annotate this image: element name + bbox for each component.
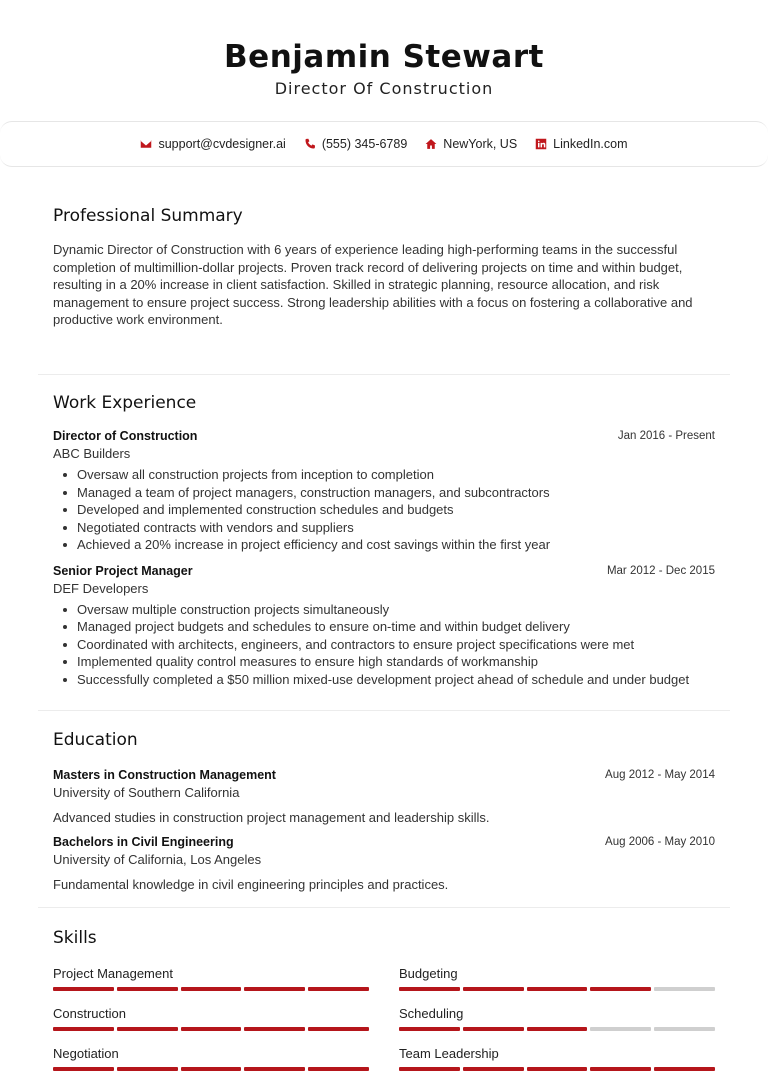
- job-bullet: Coordinated with architects, engineers, and contractors to ensure project specifications were met: [53, 636, 715, 654]
- skill-segment-filled: [308, 1067, 369, 1071]
- skills-title: Skills: [53, 928, 97, 948]
- summary-title: Professional Summary: [53, 206, 243, 226]
- skill-item: [399, 1045, 715, 1071]
- education-description: Advanced studies in construction project management and leadership skills.: [53, 810, 490, 825]
- education-section: [53, 729, 715, 893]
- skill-level-bar: [53, 1067, 369, 1071]
- contact-location-text: NewYork, US: [443, 137, 518, 151]
- education-degree: Bachelors in Civil Engineering: [53, 835, 234, 849]
- skill-segment-filled: [590, 1067, 651, 1071]
- skill-segment-filled: [399, 987, 460, 991]
- skill-level-bar: [399, 1027, 715, 1031]
- skill-segment-filled: [244, 987, 305, 991]
- skill-segment-filled: [399, 1067, 460, 1071]
- skills-section: [53, 927, 715, 1061]
- contact-bar: [0, 121, 768, 167]
- job-dates: Mar 2012 - Dec 2015: [606, 564, 715, 577]
- job-bullet: Managed project budgets and schedules to ensure on-time and within budget delivery: [53, 618, 715, 636]
- skill-level-bar: [399, 987, 715, 991]
- skill-segment-filled: [181, 1027, 242, 1031]
- education-entry: [53, 767, 715, 826]
- education-school: University of California, Los Angeles: [53, 852, 262, 867]
- envelope-icon: [140, 138, 152, 150]
- skill-segment-filled: [463, 1067, 524, 1071]
- summary-section: [53, 205, 715, 329]
- skill-segment-filled: [527, 1067, 588, 1071]
- skill-segment-filled: [53, 1027, 114, 1031]
- skill-segment-empty: [654, 987, 715, 991]
- job-bullet: Developed and implemented construction schedules and budgets: [53, 501, 715, 519]
- education-degree: Masters in Construction Management: [53, 768, 276, 782]
- experience-title: Work Experience: [53, 393, 197, 413]
- skill-segment-filled: [181, 987, 242, 991]
- skill-level-bar: [53, 987, 369, 991]
- skill-level-bar: [399, 1067, 715, 1071]
- education-school: University of Southern California: [53, 785, 240, 800]
- skill-item: [399, 965, 715, 991]
- skill-segment-filled: [53, 987, 114, 991]
- home-icon: [425, 138, 437, 150]
- skill-item: [53, 1005, 369, 1031]
- summary-text: Dynamic Director of Construction with 6 years of experience leading high-performing teams in the successful completion of multimillion-dollar projects. Proven track record of delivering projects on time and within budget, resulting in a 20% increase in client satisfaction. Skilled in strategic planning, resource allocation, and risk management to ensure project success. Strong leadership abilities with a focus on fostering a collaborative and productive work environment.: [53, 242, 693, 327]
- skill-level-bar: [53, 1027, 369, 1031]
- skill-item: [399, 1005, 715, 1031]
- contact-email[interactable]: [140, 137, 285, 151]
- skill-name: Scheduling: [399, 1006, 464, 1021]
- education-title: Education: [53, 730, 138, 750]
- job-bullet: Oversaw multiple construction projects simultaneously: [53, 601, 715, 619]
- skill-segment-filled: [463, 1027, 524, 1031]
- section-divider: [38, 374, 730, 375]
- skill-segment-filled: [117, 987, 178, 991]
- experience-section: [53, 392, 715, 688]
- contact-email-text[interactable]: support@cvdesigner.ai: [158, 137, 286, 151]
- job-bullet: Implemented quality control measures to ensure high standards of workmanship: [53, 653, 715, 671]
- job-bullet: Managed a team of project managers, construction managers, and subcontractors: [53, 484, 715, 502]
- phone-icon: [304, 138, 316, 150]
- skill-item: [53, 965, 369, 991]
- skill-segment-empty: [590, 1027, 651, 1031]
- job-dates: Jan 2016 - Present: [617, 430, 715, 442]
- job-bullet: Oversaw all construction projects from inception to completion: [53, 466, 715, 484]
- job-bullets: [53, 601, 715, 689]
- job-company: DEF Developers: [53, 580, 149, 596]
- job-title: Director of Construction: [53, 429, 198, 443]
- contact-location: [425, 137, 517, 151]
- contact-linkedin-text[interactable]: LinkedIn.com: [553, 137, 628, 151]
- job-bullet: Achieved a 20% increase in project efficiency and cost savings within the first year: [53, 536, 715, 554]
- job-bullet: Negotiated contracts with vendors and suppliers: [53, 519, 715, 537]
- skill-segment-filled: [53, 1067, 114, 1071]
- skill-segment-empty: [654, 1027, 715, 1031]
- education-dates: Aug 2012 - May 2014: [605, 769, 715, 781]
- skill-segment-filled: [463, 987, 524, 991]
- section-divider: [38, 710, 730, 711]
- skill-segment-filled: [244, 1067, 305, 1071]
- skill-segment-filled: [399, 1027, 460, 1031]
- job-entry: [53, 563, 715, 689]
- skill-item: [53, 1045, 369, 1071]
- resume-header: [0, 38, 768, 100]
- skill-name: Construction: [53, 1006, 126, 1021]
- education-entry: [53, 834, 715, 893]
- contact-phone-text[interactable]: (555) 345-6789: [321, 137, 408, 151]
- contact-linkedin[interactable]: [535, 137, 627, 151]
- job-bullet: Successfully completed a $50 million mixed-use development project ahead of schedule and under budget: [53, 671, 715, 689]
- education-dates: Aug 2006 - May 2010: [605, 836, 715, 848]
- job-entry: [53, 428, 715, 554]
- skill-segment-filled: [308, 987, 369, 991]
- skill-segment-filled: [308, 1027, 369, 1031]
- section-divider: [38, 907, 730, 908]
- skill-segment-filled: [527, 1027, 588, 1031]
- candidate-role: Director Of Construction: [274, 79, 494, 98]
- skill-segment-filled: [117, 1067, 178, 1071]
- job-title: Senior Project Manager: [53, 563, 193, 578]
- skill-segment-filled: [527, 987, 588, 991]
- contact-phone[interactable]: [304, 137, 407, 151]
- skill-segment-filled: [590, 987, 651, 991]
- candidate-name: Benjamin Stewart: [224, 39, 544, 75]
- skill-segment-filled: [181, 1067, 242, 1071]
- linkedin-icon: [535, 138, 547, 150]
- skill-segment-filled: [117, 1027, 178, 1031]
- skill-segment-filled: [654, 1067, 715, 1071]
- skill-segment-filled: [244, 1027, 305, 1031]
- job-company: ABC Builders: [53, 446, 131, 461]
- skill-name: Budgeting: [399, 966, 458, 981]
- skill-name: Project Management: [53, 966, 173, 981]
- skill-name: Negotiation: [53, 1046, 119, 1061]
- education-description: Fundamental knowledge in civil engineering principles and practices.: [53, 877, 449, 892]
- job-bullets: [53, 466, 715, 554]
- skill-name: Team Leadership: [399, 1046, 499, 1061]
